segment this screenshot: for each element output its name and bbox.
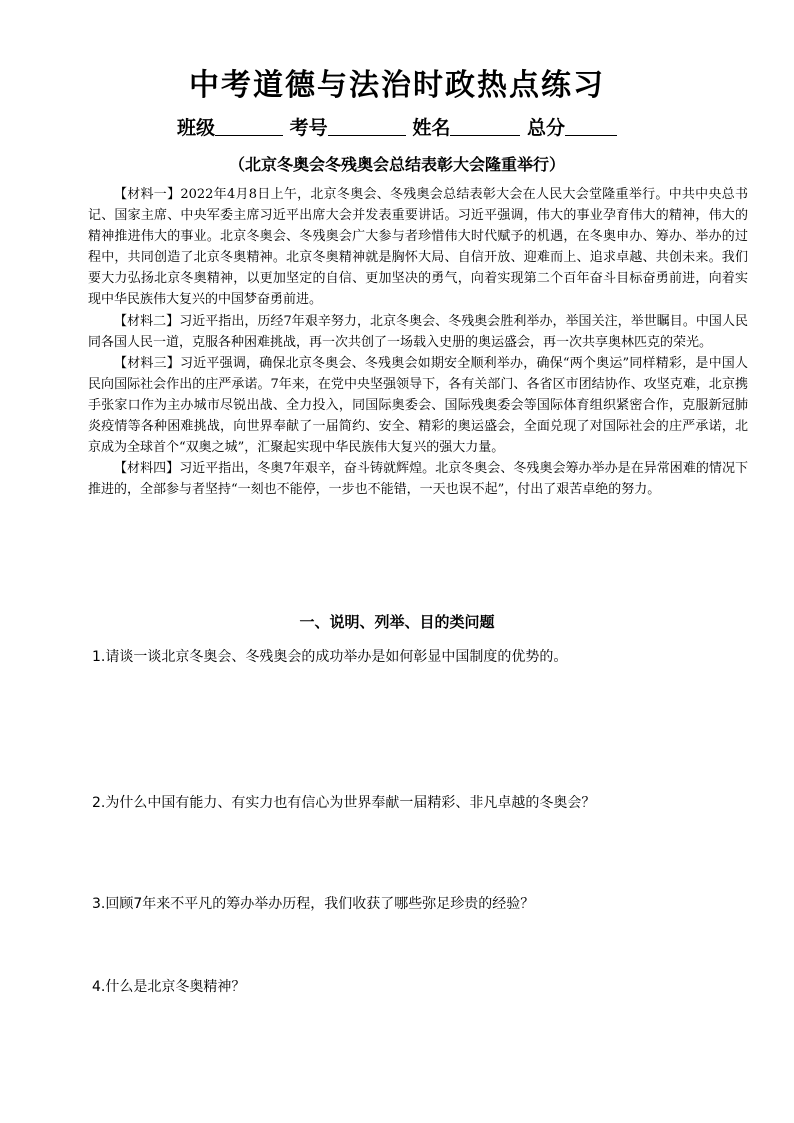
- material-text: 习近平强调，确保北京冬奥会、冬残奥会如期安全顺利举办，确保“两个奥运”同样精彩，是中国人民向国际社会作出的庄严承诺。7年来，在党中央坚强领导下，各有关部门、各省区市团结协作、攻坚克难，北京携手张家口作为主办城市尽锐出战、全力投入，同国际奥委会、国际残奥委会等国际体育组织紧密合作，克服新冠肺炎疫情等各种困难挑战，向世界奉献了一届简约、安全、精彩的奥运盛会，全面兑现了对国际社会的庄严承诺，北京成为全球首个“双奥之城”，汇聚起实现中华民族伟大复兴的强大力量。: [88, 355, 748, 456]
- material-label: 【材料二】: [114, 313, 180, 329]
- name-label: 姓名: [412, 117, 451, 139]
- section-title: 一、说明、列举、目的类问题: [299, 613, 495, 631]
- material-paragraph: [88, 458, 748, 500]
- question-3: 3.回顾7年来不平凡的筹办举办历程，我们收获了哪些弥足珍贵的经验？: [92, 896, 535, 912]
- class-label: 班级: [177, 117, 216, 139]
- question-1: 1.请谈一谈北京冬奥会、冬残奥会的成功举办是如何彰显中国制度的优势的。: [92, 649, 568, 665]
- material-text: 2022年4月8日上午，北京冬奥会、冬残奥会总结表彰大会在人民大会堂隆重举行。中共中央总书记、国家主席、中央军委主席习近平出席大会并发表重要讲话。习近平强调，伟大的事业孕育伟大的精神，伟大的精神推进伟大的事业。北京冬奥会、冬残奥会广大参与者珍惜伟大时代赋予的机遇，在冬奥申办、筹办、举办的过程中，共同创造了北京冬奥精神。北京冬奥精神就是胸怀大局、自信开放、迎难而上、追求卓越、共创未来。我们要大力弘扬北京冬奥精神，以更加坚定的自信、更加坚决的勇气，向着实现第二个百年奋斗目标奋勇前进，向着实现中华民族伟大复兴的中国梦奋勇前进。: [88, 187, 748, 308]
- name-blank[interactable]: [450, 117, 520, 136]
- material-label: 【材料四】: [114, 461, 180, 477]
- score-label: 总分: [526, 117, 565, 139]
- material-text: 习近平指出，历经7年艰辛努力，北京冬奥会、冬残奥会胜利举办，举国关注，举世瞩目。中国人民同各国人民一道，克服各种困难挑战，再一次共创了一场载入史册的奥运盛会，再一次共享奥林匹克的荣光。: [88, 313, 748, 350]
- material-label: 【材料三】: [114, 355, 181, 371]
- score-blank[interactable]: [565, 117, 617, 136]
- page-title: 中考道德与法治时政热点练习: [189, 68, 605, 103]
- number-blank[interactable]: [328, 117, 406, 136]
- material-paragraph: [88, 353, 748, 458]
- material-paragraph: [88, 184, 748, 311]
- material-text: 习近平指出，冬奥7年艰辛，奋斗铸就辉煌。北京冬奥会、冬残奥会筹办举办是在异常困难的情况下推进的，全部参与者坚持“一刻也不能停，一步也不能错，一天也误不起”，付出了艰苦卓绝的努力。: [88, 461, 748, 498]
- student-info-line: [0, 113, 794, 140]
- question-2: 2.为什么中国有能力、有实力也有信心为世界奉献一届精彩、非凡卓越的冬奥会？: [92, 795, 596, 811]
- material-paragraph: [88, 311, 748, 353]
- material-label: 【材料一】: [114, 187, 181, 202]
- question-4: 4.什么是北京冬奥精神？: [92, 979, 246, 995]
- number-label: 考号: [289, 117, 328, 139]
- materials-block: [88, 184, 748, 500]
- class-blank[interactable]: [215, 117, 283, 136]
- subtitle: （北京冬奥会冬残奥会总结表彰大会隆重举行）: [228, 155, 565, 174]
